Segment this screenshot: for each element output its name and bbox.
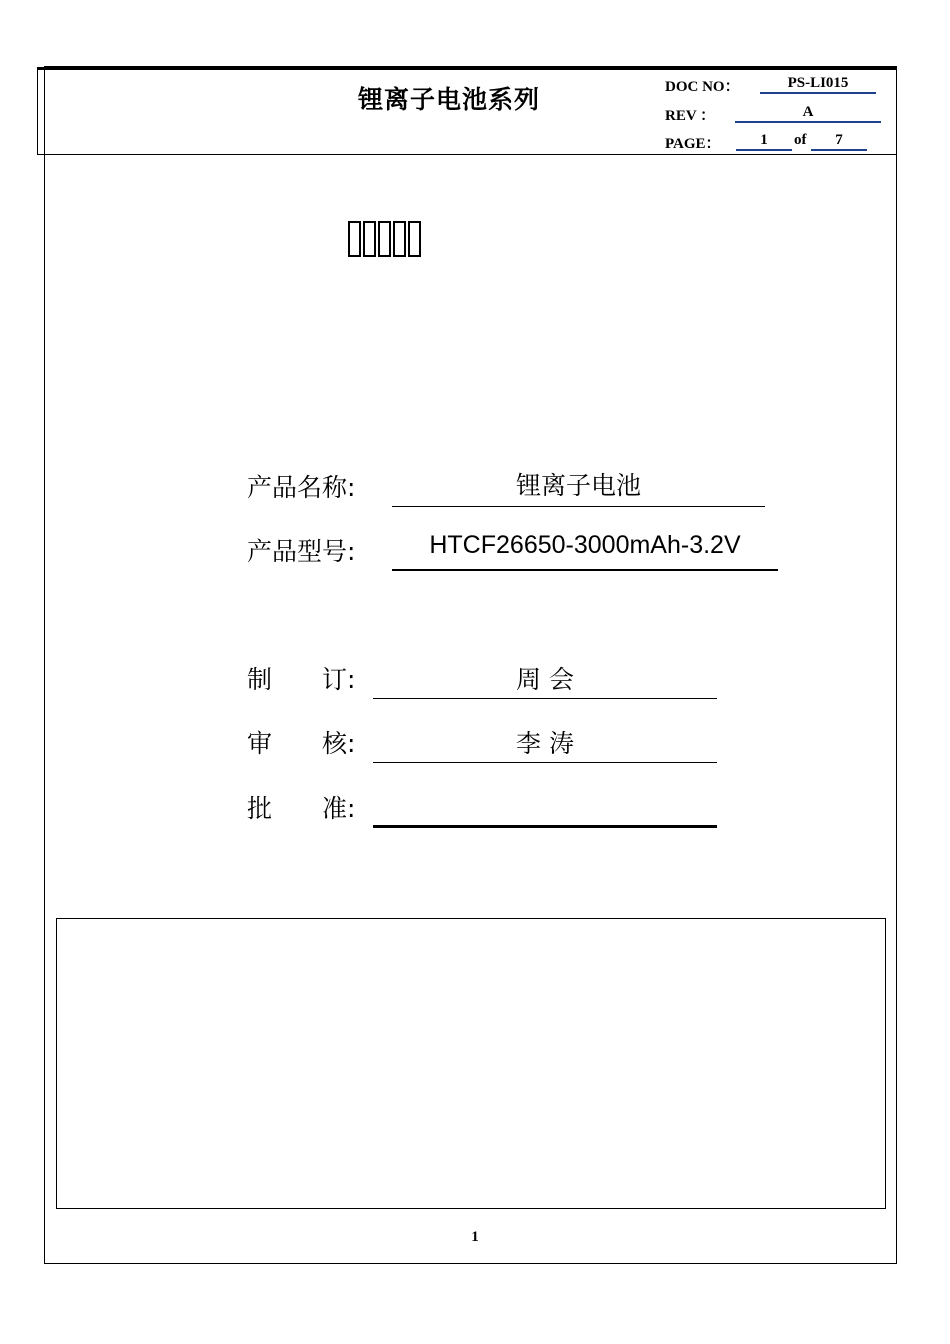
page-number: 1 bbox=[471, 1229, 479, 1245]
product-name-underline bbox=[392, 506, 765, 507]
missing-glyph-box bbox=[378, 221, 391, 257]
product-model-underline bbox=[392, 569, 778, 571]
missing-glyph-box bbox=[408, 221, 421, 257]
rev-label: REV ： bbox=[665, 108, 716, 124]
prepared-value: 周 会 bbox=[516, 665, 574, 694]
product-name-value: 锂离子电池 bbox=[515, 471, 641, 500]
reviewed-underline bbox=[373, 762, 717, 763]
approved-label: 批 准: bbox=[247, 794, 356, 823]
header-bottom-rule bbox=[37, 154, 897, 155]
missing-glyph-title bbox=[348, 221, 423, 257]
missing-glyph-box bbox=[363, 221, 376, 257]
product-name-label: 产品名称: bbox=[247, 473, 356, 502]
reviewed-label: 审 核: bbox=[247, 729, 356, 758]
prepared-label: 制 订: bbox=[247, 665, 356, 694]
rev-value: A bbox=[735, 104, 881, 123]
series-title: 锂离子电池系列 bbox=[358, 85, 541, 114]
missing-glyph-box bbox=[348, 221, 361, 257]
page-label: PAGE： bbox=[665, 136, 721, 152]
page-total: 7 bbox=[811, 132, 867, 151]
page-of: of bbox=[794, 132, 807, 148]
product-model-label: 产品型号: bbox=[247, 537, 356, 566]
prepared-underline bbox=[373, 698, 717, 699]
doc-no-value: PS-LI015 bbox=[760, 75, 876, 94]
page-current: 1 bbox=[736, 132, 792, 151]
remarks-box bbox=[56, 918, 886, 1209]
missing-glyph-box bbox=[393, 221, 406, 257]
doc-no-label: DOC NO： bbox=[665, 79, 740, 95]
header-divider bbox=[44, 70, 45, 155]
approved-underline bbox=[373, 825, 717, 828]
reviewed-value: 李 涛 bbox=[516, 729, 574, 758]
product-model-value: HTCF26650-3000mAh-3.2V bbox=[429, 531, 741, 559]
